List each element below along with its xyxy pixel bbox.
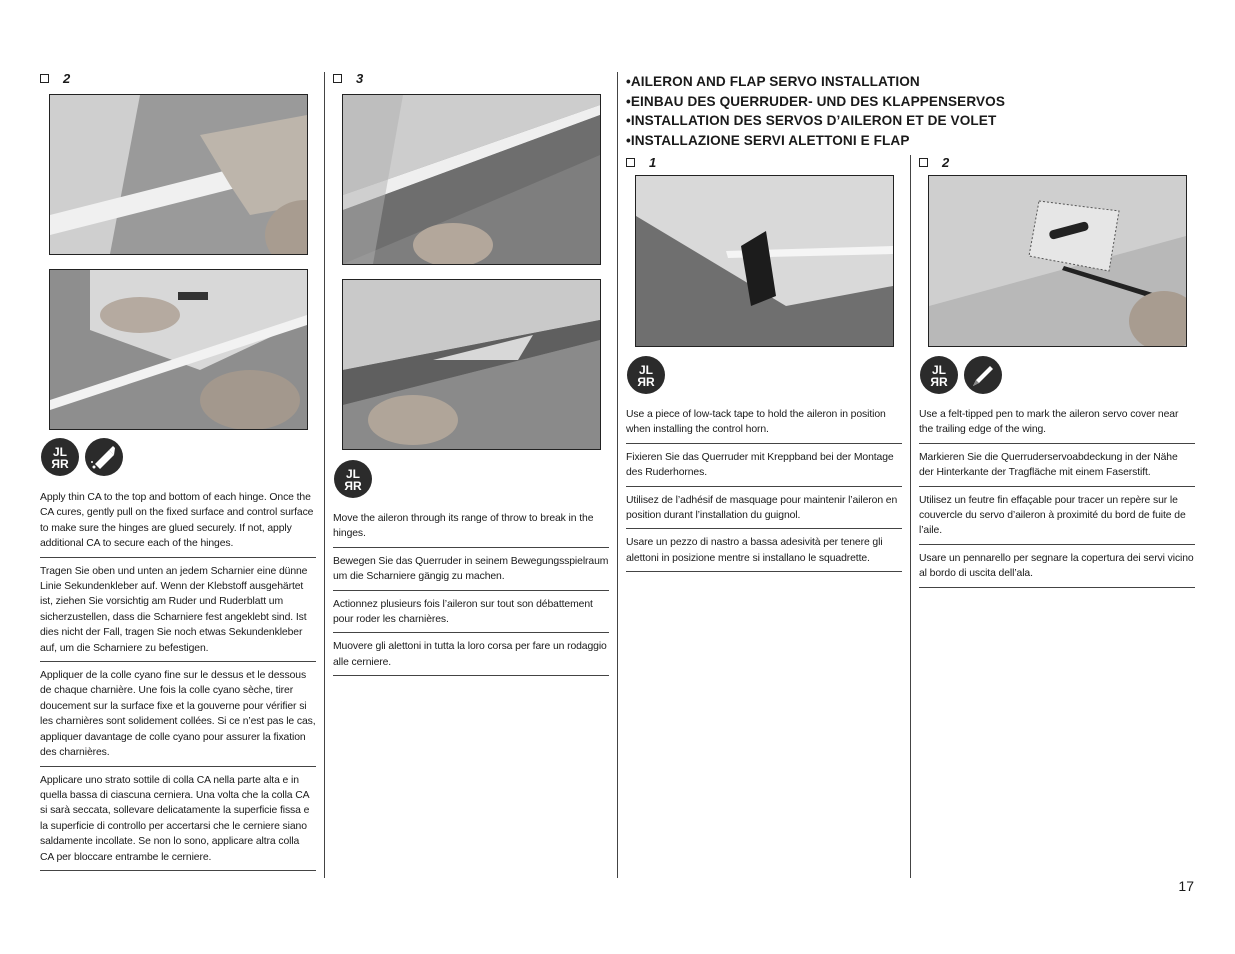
instruction-it: Applicare uno strato sottile di colla CA nella parte alta e in quella bassa di ciascuna cerniera. Una volta che la colla CA si sarà seccata, sollevare delicatamente la superficie fissa e la superficie di controllo per accertarsi che le cerniere siano saldamente incollate. Se non lo sono, applicare altra colla CA per bloccare entrambe le cerniere. <box>40 767 316 871</box>
photo-mark-servo-cover <box>928 175 1187 347</box>
instruction-fr: Actionnez plusieurs fois l’aileron sur tout son débattement pour roder les charnières. <box>333 591 609 634</box>
hinge-icon <box>334 460 372 498</box>
step-number: 1 <box>649 154 657 170</box>
section-title-de: •EINBAU DES QUERRUDER- UND DES KLAPPENSERVOS <box>626 93 1006 109</box>
column-divider <box>910 155 911 878</box>
tool-icons <box>41 438 123 476</box>
section-title-it: •INSTALLAZIONE SERVI ALETTONI E FLAP <box>626 132 910 148</box>
instructions-col4 <box>919 401 1195 588</box>
instruction-fr: Appliquer de la colle cyano fine sur le dessus et le dessous de chaque charnière. Une fois la colle cyano sèche, tirer doucement sur la surface fixe et la gouverne pour vérifier si les charnières sont solidement collées. Si ce n’est pas le cas, appliquer davantage de colle cyano pour assurer la fixation des charnières. <box>40 662 316 766</box>
photo-aileron-throw-2 <box>342 279 601 450</box>
photo-hinge-check <box>49 269 308 430</box>
checkbox-icon[interactable] <box>626 158 635 167</box>
instruction-de: Markieren Sie die Querruderservoabdeckung in der Nähe der Hinterkante der Tragfläche mit einem Faserstift. <box>919 444 1195 487</box>
instructions-col2 <box>333 505 609 676</box>
glue-bottle-icon <box>85 438 123 476</box>
instruction-en: Use a piece of low-tack tape to hold the aileron in position when installing the control horn. <box>626 401 902 444</box>
step-number: 3 <box>356 70 364 86</box>
tool-icons <box>920 356 1002 394</box>
instruction-fr: Utilisez de l’adhésif de masquage pour maintenir l’aileron en position durant l’installation du guignol. <box>626 487 902 530</box>
instructions-col3 <box>626 401 902 572</box>
step-2-heading-col1 <box>40 70 70 86</box>
step-1-heading <box>626 154 656 170</box>
instruction-it: Muovere gli alettoni in tutta la loro corsa per fare un rodaggio alle cerniere. <box>333 633 609 676</box>
step-number: 2 <box>63 70 71 86</box>
photo-glue-hinge <box>49 94 308 255</box>
hinge-icon <box>627 356 665 394</box>
step-number: 2 <box>942 154 950 170</box>
instruction-de: Fixieren Sie das Querruder mit Kreppband bei der Montage des Ruderhornes. <box>626 444 902 487</box>
instruction-fr: Utilisez un feutre fin effaçable pour tracer un repère sur le couvercle du servo d’aileron à proximité du bord de fuite de l’aile. <box>919 487 1195 545</box>
checkbox-icon[interactable] <box>40 74 49 83</box>
section-title <box>626 72 1005 150</box>
instruction-de: Tragen Sie oben und unten an jedem Scharnier eine dünne Linie Sekundenkleber auf. Wenn der Klebstoff ausgehärtet ist, ziehen Sie vorsichtig am Ruder und Ruderblatt um sicherzustellen, dass die Scharniere fest angeklebt sind. Ist dies nicht der Fall, tragen Sie noch etwas Sekundenkleber auf, um die Scharniere zu befestigen. <box>40 558 316 662</box>
column-divider <box>617 72 618 878</box>
checkbox-icon[interactable] <box>333 74 342 83</box>
section-title-en: •AILERON AND FLAP SERVO INSTALLATION <box>626 74 920 89</box>
step-2-heading-col4 <box>919 154 949 170</box>
instruction-en: Use a felt-tipped pen to mark the aileron servo cover near the trailing edge of the wing. <box>919 401 1195 444</box>
column-divider <box>324 72 325 878</box>
tool-icons <box>334 460 372 498</box>
felt-pen-icon <box>964 356 1002 394</box>
instruction-en: Apply thin CA to the top and bottom of each hinge. Once the CA cures, gently pull on the fixed surface and control surface to make sure the hinges are glued securely. If not, apply additional CA to secure each of the hinges. <box>40 484 316 558</box>
page-number: 17 <box>1178 878 1194 894</box>
step-3-heading <box>333 70 363 86</box>
instruction-de: Bewegen Sie das Querruder in seinem Bewegungsspielraum um die Scharniere gängig zu machen. <box>333 548 609 591</box>
instruction-it: Usare un pennarello per segnare la copertura dei servi vicino al bordo di uscita dell’ala. <box>919 545 1195 588</box>
instruction-it: Usare un pezzo di nastro a bassa adesività per tenere gli alettoni in posizione mentre si installano le squadrette. <box>626 529 902 572</box>
section-title-fr: •INSTALLATION DES SERVOS D’AILERON ET DE VOLET <box>626 113 997 128</box>
photo-aileron-throw-1 <box>342 94 601 265</box>
checkbox-icon[interactable] <box>919 158 928 167</box>
hinge-icon <box>920 356 958 394</box>
instructions-col1 <box>40 484 316 871</box>
instruction-en: Move the aileron through its range of throw to break in the hinges. <box>333 505 609 548</box>
tool-icons <box>627 356 665 394</box>
hinge-icon <box>41 438 79 476</box>
photo-low-tack-tape <box>635 175 894 347</box>
